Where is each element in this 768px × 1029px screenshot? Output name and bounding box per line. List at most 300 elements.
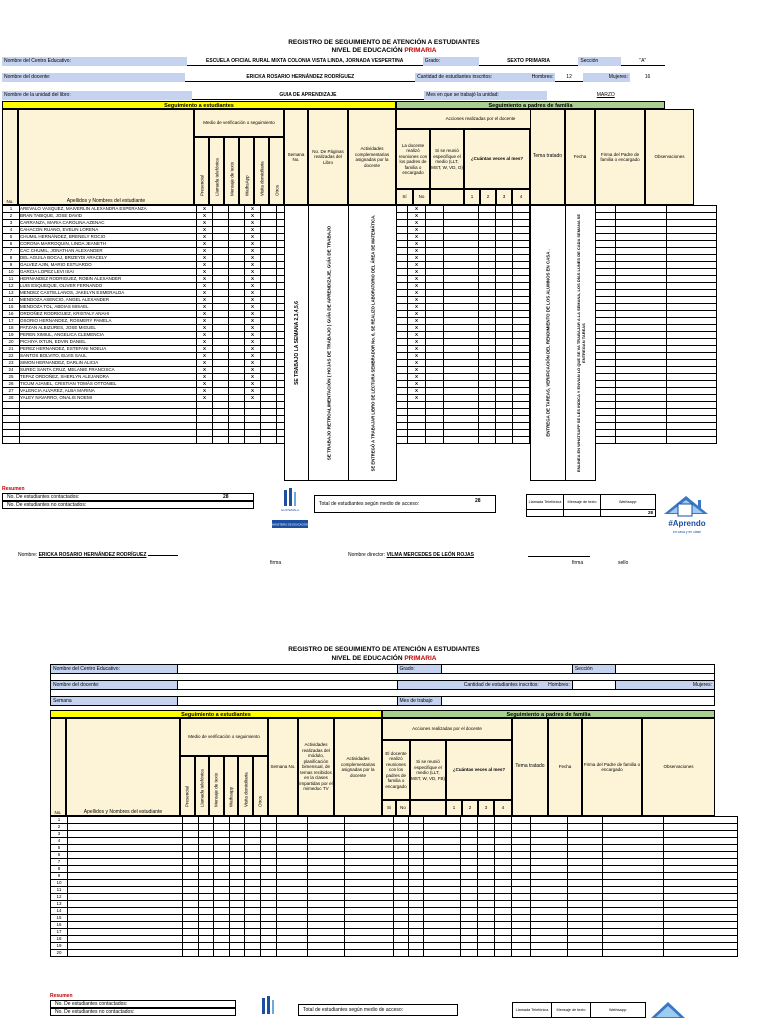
cell bbox=[229, 430, 245, 437]
cell bbox=[344, 817, 393, 824]
row-number: 27 bbox=[3, 388, 20, 395]
cell bbox=[496, 339, 513, 346]
centro-value: ESCUELA OFICIAL RURAL MIXTA COLONIA VISTA LINDA, JORNADA VESPERTINA bbox=[187, 57, 423, 66]
cell: X bbox=[408, 318, 426, 325]
cell bbox=[511, 908, 530, 915]
row-number: 12 bbox=[51, 894, 68, 901]
doc2-medio-header-1 bbox=[180, 756, 195, 816]
cell bbox=[229, 227, 245, 234]
cell bbox=[214, 936, 230, 943]
cell bbox=[530, 901, 567, 908]
cell bbox=[183, 887, 199, 894]
row-number: 4 bbox=[51, 838, 68, 845]
cell bbox=[408, 845, 423, 852]
cell bbox=[276, 824, 307, 831]
cell bbox=[276, 866, 307, 873]
student-name: TICUM AJANEL, CRISTIAN TOMÁS OTTONIEL bbox=[20, 381, 197, 388]
cell: X bbox=[197, 297, 213, 304]
student-name bbox=[68, 824, 183, 831]
table-row bbox=[51, 950, 738, 957]
cell bbox=[197, 423, 213, 430]
cell bbox=[214, 950, 230, 957]
cell bbox=[229, 866, 245, 873]
table-row bbox=[51, 852, 738, 859]
cell bbox=[513, 283, 530, 290]
merged-actividades-text: SE ENTREGÓ A TRABAJAR LIBRO DE LECTURA SEMBRADOR No. 6, SE REALIZO LABORATORIO DEL ÁREA DE MATEMÁTICA. bbox=[370, 214, 375, 472]
firma-nombre-label: Nombre: bbox=[18, 552, 39, 558]
cell bbox=[479, 318, 496, 325]
cell bbox=[602, 859, 663, 866]
centro-label: Nombre del Centro Educativo: bbox=[2, 57, 187, 66]
cell bbox=[616, 346, 667, 353]
doc2-col-semana: Semana No. bbox=[268, 718, 298, 816]
llamada-header: Llamada Telefónica bbox=[527, 495, 564, 510]
wathsapp-value: 28 bbox=[601, 510, 656, 517]
cell bbox=[423, 838, 460, 845]
director-firma-line bbox=[528, 552, 590, 557]
cell bbox=[408, 416, 426, 423]
cell bbox=[229, 873, 245, 880]
cell: X bbox=[245, 374, 261, 381]
cell bbox=[229, 845, 245, 852]
cell bbox=[496, 367, 513, 374]
cell bbox=[530, 915, 567, 922]
cell bbox=[477, 887, 494, 894]
doc2-seccion-value bbox=[616, 665, 715, 674]
cell: X bbox=[408, 388, 426, 395]
cell bbox=[344, 901, 393, 908]
student-name bbox=[68, 831, 183, 838]
cell bbox=[663, 887, 737, 894]
student-name: MENDOZA TOL, ABDIAS MISAEL bbox=[20, 304, 197, 311]
doc1-medio-header-label: Otros bbox=[274, 184, 279, 196]
cell bbox=[444, 437, 479, 444]
cell bbox=[667, 220, 717, 227]
cell bbox=[479, 304, 496, 311]
cell bbox=[408, 901, 423, 908]
cell bbox=[229, 838, 245, 845]
doc2-col-cuantas: ¿Cuántas veces al mes? bbox=[446, 740, 512, 800]
cell bbox=[423, 901, 460, 908]
cell bbox=[496, 297, 513, 304]
cell bbox=[513, 241, 530, 248]
cell bbox=[479, 381, 496, 388]
cell bbox=[276, 915, 307, 922]
cell bbox=[513, 332, 530, 339]
cell bbox=[616, 304, 667, 311]
cell bbox=[213, 416, 229, 423]
cell bbox=[494, 859, 511, 866]
cell bbox=[245, 915, 261, 922]
merged-tema-text: ENTREGA DE TAREAS, VERIFICACIÓN DEL RENDIMIENTO DE LOS ALUMNOS EN CASA . bbox=[545, 249, 551, 437]
cell bbox=[307, 922, 344, 929]
cell bbox=[616, 248, 667, 255]
cell bbox=[479, 360, 496, 367]
cell bbox=[567, 831, 602, 838]
cell bbox=[276, 901, 307, 908]
cell bbox=[183, 852, 199, 859]
cell bbox=[663, 838, 737, 845]
cell bbox=[667, 325, 717, 332]
doc2-mes-label: Mes de trabajo bbox=[397, 697, 442, 706]
cell bbox=[229, 922, 245, 929]
row-number: 3 bbox=[3, 220, 20, 227]
cell bbox=[426, 416, 444, 423]
cell bbox=[260, 943, 276, 950]
cell bbox=[261, 234, 277, 241]
cell bbox=[408, 430, 426, 437]
cell bbox=[261, 437, 277, 444]
cell bbox=[213, 346, 229, 353]
cell bbox=[444, 416, 479, 423]
cell bbox=[511, 887, 530, 894]
cell: X bbox=[197, 325, 213, 332]
table-row bbox=[51, 880, 738, 887]
cell bbox=[616, 339, 667, 346]
sello-label: sello bbox=[618, 560, 629, 566]
cell bbox=[245, 950, 261, 957]
cell bbox=[198, 922, 214, 929]
cell bbox=[616, 234, 667, 241]
merged-fecha bbox=[565, 205, 596, 481]
cell: X bbox=[197, 332, 213, 339]
cell bbox=[602, 866, 663, 873]
cell bbox=[229, 339, 245, 346]
cell bbox=[213, 297, 229, 304]
doc2-centro-label: Nombre del Centro Educativo: bbox=[51, 665, 178, 674]
cell bbox=[477, 859, 494, 866]
cell bbox=[423, 880, 460, 887]
row-number: 15 bbox=[3, 304, 20, 311]
cell bbox=[663, 852, 737, 859]
cell bbox=[393, 922, 408, 929]
cell bbox=[511, 852, 530, 859]
cell bbox=[496, 409, 513, 416]
cell bbox=[444, 234, 479, 241]
cell: X bbox=[245, 346, 261, 353]
cell bbox=[183, 908, 199, 915]
table-row bbox=[51, 915, 738, 922]
cell bbox=[444, 402, 479, 409]
mensaje-header: Mensaje de texto bbox=[564, 495, 601, 510]
doc1-level bbox=[0, 47, 768, 55]
ministerio-logo bbox=[272, 488, 308, 530]
cell bbox=[602, 887, 663, 894]
cell bbox=[663, 908, 737, 915]
cell bbox=[261, 283, 277, 290]
student-name: DEL AGUILA BOCAJ, BRIZEYDI ARACELY bbox=[20, 255, 197, 262]
cell: X bbox=[197, 248, 213, 255]
cell bbox=[393, 817, 408, 824]
cell bbox=[423, 824, 460, 831]
cell bbox=[426, 325, 444, 332]
cell bbox=[663, 824, 737, 831]
cell bbox=[307, 943, 344, 950]
cell bbox=[616, 227, 667, 234]
col-n2: 2 bbox=[480, 189, 496, 205]
cell bbox=[667, 262, 717, 269]
unidad-value: GUIA DE APRENDIZAJE bbox=[192, 91, 425, 100]
row-number: 16 bbox=[3, 311, 20, 318]
row-number: 25 bbox=[3, 374, 20, 381]
cell bbox=[261, 430, 277, 437]
cell: X bbox=[408, 339, 426, 346]
cell bbox=[245, 936, 261, 943]
cell bbox=[229, 381, 245, 388]
cell bbox=[261, 388, 277, 395]
cell bbox=[511, 901, 530, 908]
cell bbox=[444, 269, 479, 276]
cell bbox=[408, 936, 423, 943]
student-name: VALENCIA ALVAREZ, ALBA MARINA bbox=[20, 388, 197, 395]
cell bbox=[276, 943, 307, 950]
cell bbox=[344, 943, 393, 950]
cell bbox=[567, 894, 602, 901]
cell bbox=[602, 901, 663, 908]
cell bbox=[276, 908, 307, 915]
doc2-col-tema: Tema tratado bbox=[512, 718, 548, 816]
aprendo-text: #Aprendo bbox=[668, 519, 706, 528]
cell bbox=[567, 824, 602, 831]
doc2-spacer-2 bbox=[51, 690, 715, 697]
doc2-semana-value bbox=[178, 697, 397, 706]
row-number: 14 bbox=[51, 908, 68, 915]
doc2-band-students: Seguimiento a estudiantes bbox=[50, 710, 382, 718]
cell bbox=[214, 831, 230, 838]
cell bbox=[426, 262, 444, 269]
cell bbox=[423, 817, 460, 824]
cell bbox=[496, 423, 513, 430]
cell bbox=[513, 360, 530, 367]
cell bbox=[426, 213, 444, 220]
cell bbox=[663, 915, 737, 922]
row-number: 15 bbox=[51, 915, 68, 922]
cell bbox=[260, 824, 276, 831]
cell: X bbox=[245, 353, 261, 360]
row-number: 21 bbox=[3, 346, 20, 353]
cell bbox=[344, 873, 393, 880]
cell bbox=[511, 845, 530, 852]
cell bbox=[567, 859, 602, 866]
doc2-mujeres-label: Mujeres: bbox=[616, 681, 715, 690]
cell bbox=[602, 943, 663, 950]
cell bbox=[667, 206, 717, 213]
cell: X bbox=[408, 332, 426, 339]
cell bbox=[260, 908, 276, 915]
cell: X bbox=[408, 297, 426, 304]
hombres-value: 12 bbox=[555, 73, 583, 82]
row-number: 16 bbox=[51, 922, 68, 929]
doc2-col-acciones: Acciones realizadas por el docente bbox=[382, 718, 512, 740]
cell bbox=[667, 374, 717, 381]
cell bbox=[567, 908, 602, 915]
cell bbox=[444, 381, 479, 388]
cell: X bbox=[197, 290, 213, 297]
cell bbox=[494, 824, 511, 831]
cell bbox=[344, 859, 393, 866]
cell: X bbox=[197, 388, 213, 395]
cell: X bbox=[408, 206, 426, 213]
col-tema: Tema tratado bbox=[530, 109, 565, 205]
doc2-col-docente-realizo bbox=[382, 740, 410, 800]
cell bbox=[663, 943, 737, 950]
cell bbox=[229, 248, 245, 255]
doc2-medio-header-6 bbox=[253, 756, 268, 816]
cell bbox=[183, 894, 199, 901]
cell bbox=[229, 276, 245, 283]
cell bbox=[511, 894, 530, 901]
unidad-label: Nombre de la unidad del libro: bbox=[2, 91, 192, 100]
cell bbox=[261, 290, 277, 297]
cell: X bbox=[197, 241, 213, 248]
cell bbox=[616, 318, 667, 325]
cell bbox=[214, 859, 230, 866]
cell bbox=[602, 936, 663, 943]
cell bbox=[479, 437, 496, 444]
cell bbox=[307, 950, 344, 957]
doc2-wathsapp-header: Wathsapp: bbox=[591, 1003, 646, 1018]
doc2-ministerio-logo bbox=[252, 996, 282, 1024]
cell bbox=[229, 220, 245, 227]
cell bbox=[229, 852, 245, 859]
cell bbox=[183, 838, 199, 845]
cell bbox=[408, 887, 423, 894]
doc2-col-n4: 4 bbox=[494, 800, 512, 816]
cell bbox=[408, 402, 426, 409]
cell bbox=[307, 936, 344, 943]
cell bbox=[444, 360, 479, 367]
merged-paginas bbox=[308, 205, 349, 481]
cell: X bbox=[197, 374, 213, 381]
cell bbox=[260, 901, 276, 908]
cell bbox=[229, 332, 245, 339]
row-number: 7 bbox=[51, 859, 68, 866]
cell bbox=[245, 866, 261, 873]
doc2-student-table bbox=[50, 816, 738, 957]
cell bbox=[602, 880, 663, 887]
student-name bbox=[20, 416, 197, 423]
cell bbox=[198, 817, 214, 824]
cell bbox=[667, 360, 717, 367]
cell bbox=[307, 915, 344, 922]
cell bbox=[460, 943, 477, 950]
cell bbox=[444, 262, 479, 269]
cell bbox=[213, 430, 229, 437]
cell bbox=[494, 873, 511, 880]
cell: X bbox=[245, 360, 261, 367]
cell bbox=[423, 845, 460, 852]
student-name bbox=[68, 866, 183, 873]
cell bbox=[393, 915, 408, 922]
col-firma bbox=[595, 109, 645, 205]
col-n1: 1 bbox=[464, 189, 480, 205]
cell bbox=[513, 437, 530, 444]
cell bbox=[513, 339, 530, 346]
cell bbox=[667, 402, 717, 409]
cell bbox=[426, 381, 444, 388]
cell bbox=[496, 248, 513, 255]
student-name: BRAN TABIQUE, JOSE DAVID bbox=[20, 213, 197, 220]
table-row bbox=[51, 901, 738, 908]
student-name bbox=[68, 922, 183, 929]
cell bbox=[307, 838, 344, 845]
doc2-resumen-title: Resumen bbox=[50, 993, 73, 999]
cell bbox=[426, 297, 444, 304]
cell bbox=[513, 367, 530, 374]
cell bbox=[513, 255, 530, 262]
cell bbox=[496, 388, 513, 395]
cell bbox=[245, 929, 261, 936]
student-name: SIMON HERNANDEZ, DARLIN ALICIA bbox=[20, 360, 197, 367]
row-number: 11 bbox=[3, 276, 20, 283]
row-number: 24 bbox=[3, 367, 20, 374]
cell bbox=[245, 887, 261, 894]
cell: X bbox=[197, 381, 213, 388]
doc2-medio-header-3 bbox=[209, 756, 224, 816]
merged-semana bbox=[284, 205, 309, 481]
cell bbox=[260, 859, 276, 866]
cell bbox=[513, 346, 530, 353]
cell bbox=[393, 831, 408, 838]
student-name bbox=[20, 402, 197, 409]
mes-label: Mes en que se trabajó la unidad: bbox=[424, 91, 546, 100]
cell bbox=[444, 353, 479, 360]
doc2-seccion-label: Sección bbox=[572, 665, 616, 674]
cell bbox=[213, 206, 229, 213]
cell bbox=[260, 852, 276, 859]
cell bbox=[479, 269, 496, 276]
cell bbox=[214, 915, 230, 922]
merged-semana-text: SE TRABAJO LA SEMANA 2,3,4,5,6 bbox=[293, 301, 300, 385]
cell bbox=[198, 880, 214, 887]
cell bbox=[496, 353, 513, 360]
cell bbox=[393, 838, 408, 845]
cell bbox=[307, 859, 344, 866]
mujeres-value: 16 bbox=[644, 74, 651, 81]
merged-paginas-text: SE TRABAJO RETROALIMENTACIÓN ( HOJAS DE TRABAJO ) GUÍA DE APRENDIZAJE, GUÍA DE TRABAJO bbox=[326, 225, 331, 461]
cell bbox=[616, 409, 667, 416]
cell bbox=[602, 915, 663, 922]
cell bbox=[229, 908, 245, 915]
cell bbox=[667, 318, 717, 325]
cell bbox=[496, 283, 513, 290]
cell bbox=[530, 838, 567, 845]
cell bbox=[663, 894, 737, 901]
cell: X bbox=[245, 318, 261, 325]
doc2-col-no: No. bbox=[50, 718, 66, 816]
doc1-header bbox=[2, 57, 665, 66]
cell bbox=[602, 838, 663, 845]
doc1-band-parents: Seguimiento a padres de familia bbox=[396, 101, 665, 109]
cell bbox=[616, 388, 667, 395]
cell bbox=[426, 423, 444, 430]
cell bbox=[213, 395, 229, 402]
seccion-value: "A" bbox=[621, 57, 665, 66]
cell bbox=[183, 845, 199, 852]
col-n4: 4 bbox=[512, 189, 530, 205]
cell bbox=[496, 374, 513, 381]
cell bbox=[245, 430, 261, 437]
cell bbox=[426, 311, 444, 318]
doc2-medio-header-label: Llamada telefónica bbox=[199, 769, 205, 807]
cell bbox=[307, 894, 344, 901]
cell bbox=[260, 894, 276, 901]
cell: X bbox=[245, 297, 261, 304]
cell bbox=[460, 866, 477, 873]
row-number: 9 bbox=[51, 873, 68, 880]
cell bbox=[408, 423, 426, 430]
cell: X bbox=[245, 290, 261, 297]
